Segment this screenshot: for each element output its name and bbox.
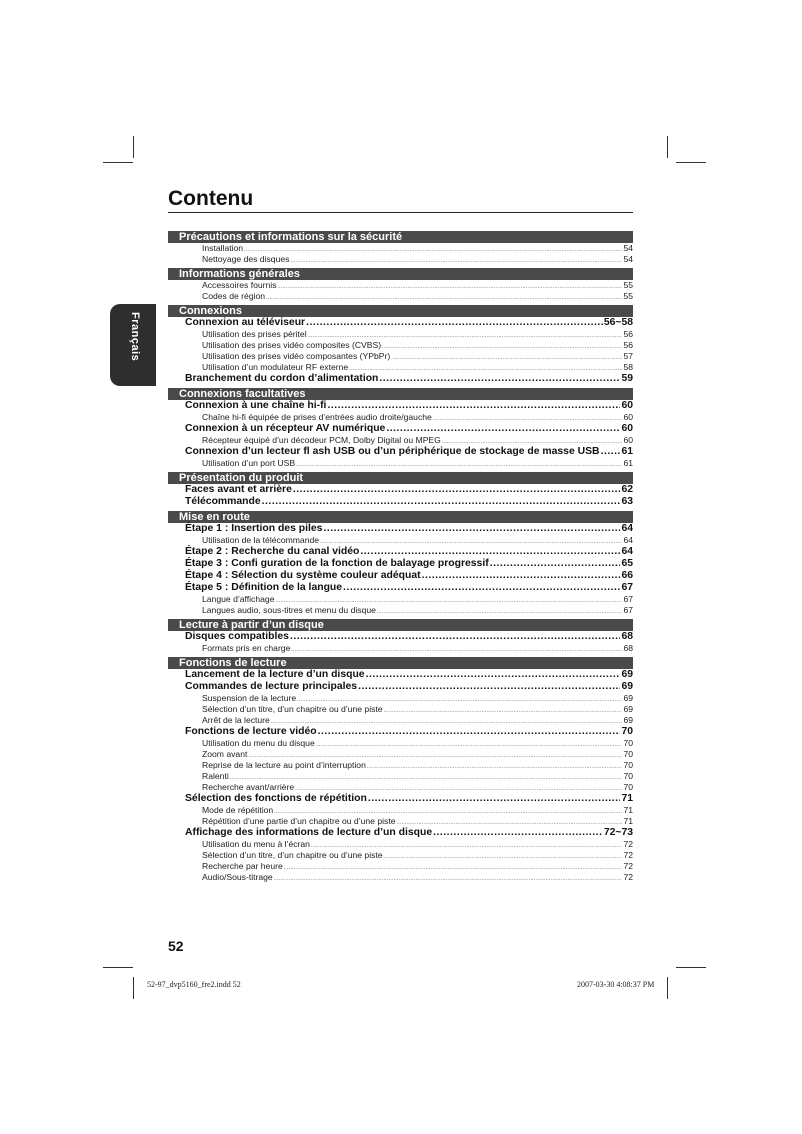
toc-subentry (168, 351, 633, 362)
entry-title: Langue d’affichage (202, 594, 275, 604)
entry-title: Suspension de la lecture (202, 693, 297, 703)
language-side-tab (110, 304, 156, 386)
toc-section (168, 511, 633, 616)
entry-page: 65 (621, 558, 633, 569)
dot-leader (601, 446, 621, 458)
toc-subentry (168, 782, 633, 793)
entry-title: Reprise de la lecture au point d’interruption (202, 760, 366, 770)
dot-leader (343, 582, 620, 594)
toc-subentry (168, 693, 633, 704)
toc-entry (168, 423, 633, 435)
dot-leader (266, 293, 622, 304)
section-heading: Présentation du produit (168, 472, 633, 484)
entry-title: Installation (202, 243, 244, 253)
dot-leader (384, 706, 623, 717)
entry-page: 56 (623, 340, 633, 350)
entry-page: 56~58 (603, 317, 633, 328)
toc-subentry (168, 291, 633, 302)
dot-leader (278, 282, 623, 293)
toc-subentry (168, 749, 633, 760)
entry-page: 60 (621, 400, 633, 411)
entry-page: 59 (621, 373, 633, 384)
dot-leader (290, 631, 621, 643)
entry-page: 61 (621, 446, 633, 457)
entry-title: Récepteur équipé d’un décodeur PCM, Dolby Digital ou MPEG (202, 435, 441, 445)
footer-timestamp: 2007-03-30 4:08:37 PM (577, 980, 655, 989)
entry-page: 71 (623, 805, 633, 815)
entry-page: 69 (623, 704, 633, 714)
toc-entry (168, 400, 633, 412)
entry-page: 60 (623, 435, 633, 445)
entry-page: 58 (623, 362, 633, 372)
dot-leader (367, 762, 623, 773)
toc-subentry (168, 254, 633, 265)
dot-leader (422, 570, 621, 582)
entry-title: Étape 4 : Sélection du système couleur adéquat (185, 570, 421, 581)
page-number: 52 (168, 938, 184, 954)
entry-title: Disques compatibles (185, 631, 289, 642)
crop-mark (676, 162, 706, 163)
entry-page: 72 (623, 839, 633, 849)
dot-leader (490, 558, 621, 570)
entry-title: Faces avant et arrière (185, 484, 292, 495)
entry-title: Utilisation de la télécommande (202, 535, 320, 545)
dot-leader (316, 740, 623, 751)
entry-page: 55 (623, 291, 633, 301)
title-rule (168, 212, 633, 213)
entry-page: 68 (621, 631, 633, 642)
entry-page: 70 (623, 738, 633, 748)
entry-title: Utilisation des prises vidéo composites (CVBS) (202, 340, 382, 350)
toc-section (168, 472, 633, 508)
entry-page: 54 (623, 243, 633, 253)
entry-title: Ralenti (202, 771, 229, 781)
entry-page: 70 (621, 726, 633, 737)
entry-page: 71 (623, 816, 633, 826)
entry-title: Langues audio, sous-titres et menu du disque (202, 605, 376, 615)
entry-title: Chaîne hi-fi équipée de prises d’entrées audio droite/gauche (202, 412, 432, 422)
entry-page: 69 (621, 669, 633, 680)
entry-title: Répétition d’une partie d’un chapitre ou d’une piste (202, 816, 396, 826)
entry-title: Arrêt de la lecture (202, 715, 270, 725)
toc-subentry (168, 605, 633, 616)
toc-entry (168, 793, 633, 805)
entry-page: 64 (621, 546, 633, 557)
dot-leader (291, 645, 622, 656)
toc-subentry (168, 771, 633, 782)
entry-page: 70 (623, 760, 633, 770)
table-of-contents (168, 231, 633, 886)
entry-page: 67 (623, 594, 633, 604)
toc-subentry (168, 715, 633, 726)
crop-mark (667, 136, 668, 158)
dot-leader (366, 669, 621, 681)
entry-page: 71 (621, 793, 633, 804)
toc-subentry (168, 435, 633, 446)
entry-title: Recherche avant/arrière (202, 782, 295, 792)
section-heading: Informations générales (168, 268, 633, 280)
dot-leader (384, 852, 623, 863)
entry-title: Affichage des informations de lecture d’un disque (185, 827, 433, 838)
entry-title: Utilisation du menu à l’écran (202, 839, 310, 849)
section-heading: Connexions facultatives (168, 388, 633, 400)
toc-subentry (168, 839, 633, 850)
toc-subentry (168, 850, 633, 861)
entry-page: 63 (621, 496, 633, 507)
entry-page: 69 (623, 693, 633, 703)
toc-subentry (168, 816, 633, 827)
toc-entry (168, 827, 633, 839)
entry-page: 64 (623, 535, 633, 545)
entry-page: 67 (623, 605, 633, 615)
toc-entry (168, 523, 633, 535)
dot-leader (386, 423, 620, 435)
entry-page: 61 (623, 458, 633, 468)
entry-title: Étape 5 : Définition de la langue (185, 582, 343, 593)
entry-title: Sélection des fonctions de répétition (185, 793, 367, 804)
crop-mark (133, 136, 134, 158)
toc-section (168, 231, 633, 265)
entry-title: Formats pris en charge (202, 643, 291, 653)
dot-leader (244, 245, 622, 256)
toc-subentry (168, 280, 633, 291)
toc-section (168, 657, 633, 883)
toc-entry (168, 570, 633, 582)
toc-subentry (168, 412, 633, 423)
entry-page: 57 (623, 351, 633, 361)
entry-title: Audio/Sous-titrage (202, 872, 273, 882)
section-heading: Fonctions de lecture (168, 657, 633, 669)
entry-page: 68 (623, 643, 633, 653)
entry-page: 67 (621, 582, 633, 593)
entry-title: Utilisation d’un port USB (202, 458, 296, 468)
entry-page: 69 (621, 681, 633, 692)
entry-title: Commandes de lecture principales (185, 681, 358, 692)
toc-subentry (168, 861, 633, 872)
toc-entry (168, 546, 633, 558)
entry-title: Utilisation des prises péritel (202, 329, 307, 339)
entry-title: Accessoires fournis (202, 280, 277, 290)
page-title: Contenu (168, 187, 254, 210)
toc-subentry (168, 704, 633, 715)
entry-page: 56 (623, 329, 633, 339)
dot-leader (290, 256, 622, 267)
entry-page: 70 (623, 749, 633, 759)
toc-subentry (168, 535, 633, 546)
entry-page: 60 (623, 412, 633, 422)
language-label: Français (129, 312, 141, 362)
crop-mark (667, 977, 668, 999)
toc-section (168, 619, 633, 654)
dot-leader (262, 496, 621, 508)
toc-subentry (168, 594, 633, 605)
toc-section (168, 305, 633, 385)
dot-leader (296, 460, 622, 471)
entry-title: Utilisation d’un modulateur RF externe (202, 362, 349, 372)
entry-title: Mode de répétition (202, 805, 274, 815)
toc-subentry (168, 872, 633, 883)
dot-leader (360, 546, 620, 558)
dot-leader (306, 317, 603, 329)
entry-page: 55 (623, 280, 633, 290)
entry-title: Lancement de la lecture d’un disque (185, 669, 365, 680)
crop-mark (133, 977, 134, 999)
entry-title: Zoom avant (202, 749, 248, 759)
dot-leader (274, 874, 623, 885)
dot-leader (293, 484, 621, 496)
entry-page: 72 (623, 861, 633, 871)
entry-title: Recherche par heure (202, 861, 283, 871)
entry-page: 72 (623, 850, 633, 860)
toc-entry (168, 582, 633, 594)
entry-page: 70 (623, 771, 633, 781)
entry-page: 60 (621, 423, 633, 434)
entry-title: Codes de région (202, 291, 266, 301)
toc-entry (168, 446, 633, 458)
toc-section (168, 268, 633, 302)
toc-section (168, 388, 633, 469)
section-heading: Précautions et informations sur la sécurité (168, 231, 633, 243)
entry-title: Branchement du cordon d’alimentation (185, 373, 379, 384)
toc-subentry (168, 760, 633, 771)
toc-entry (168, 726, 633, 738)
dot-leader (284, 863, 623, 874)
dot-leader (358, 681, 620, 693)
toc-entry (168, 373, 633, 385)
dot-leader (382, 342, 622, 353)
toc-subentry (168, 340, 633, 351)
crop-mark (103, 967, 133, 968)
entry-title: Connexion à un récepteur AV numérique (185, 423, 386, 434)
toc-entry (168, 631, 633, 643)
dot-leader (318, 726, 621, 738)
toc-subentry (168, 643, 633, 654)
entry-page: 54 (623, 254, 633, 264)
dot-leader (433, 827, 603, 839)
entry-title: Sélection d’un titre, d’un chapitre ou d’une piste (202, 704, 383, 714)
entry-title: Connexion au téléviseur (185, 317, 306, 328)
entry-title: Utilisation du menu du disque (202, 738, 315, 748)
toc-entry (168, 669, 633, 681)
entry-page: 72~73 (603, 827, 633, 838)
dot-leader (323, 523, 620, 535)
entry-page: 66 (621, 570, 633, 581)
entry-title: Nettoyage des disques (202, 254, 290, 264)
entry-page: 64 (621, 523, 633, 534)
section-heading: Mise en route (168, 511, 633, 523)
entry-title: Utilisation des prises vidéo composantes (YPbPr) (202, 351, 391, 361)
toc-subentry (168, 362, 633, 373)
toc-entry (168, 484, 633, 496)
entry-title: Étape 1 : Insertion des piles (185, 523, 323, 534)
dot-leader (377, 607, 623, 618)
toc-entry (168, 496, 633, 508)
toc-subentry (168, 329, 633, 340)
footer-file-info: 52-97_dvp5160_fre2.indd 52 (147, 980, 241, 989)
entry-title: Sélection d’un titre, d’un chapitre ou d’une piste (202, 850, 383, 860)
crop-mark (103, 162, 133, 163)
entry-title: Connexion d’un lecteur fl ash USB ou d’un périphérique de stockage de masse USB (185, 446, 600, 457)
entry-page: 62 (621, 484, 633, 495)
crop-mark (676, 967, 706, 968)
toc-subentry (168, 738, 633, 749)
toc-subentry (168, 805, 633, 816)
toc-subentry (168, 458, 633, 469)
dot-leader (379, 373, 620, 385)
section-heading: Connexions (168, 305, 633, 317)
section-heading: Lecture à partir d’un disque (168, 619, 633, 631)
entry-page: 72 (623, 872, 633, 882)
dot-leader (391, 353, 622, 364)
toc-subentry (168, 243, 633, 254)
entry-title: Télécommande (185, 496, 261, 507)
entry-title: Fonctions de lecture vidéo (185, 726, 317, 737)
entry-page: 70 (623, 782, 633, 792)
entry-page: 69 (623, 715, 633, 725)
entry-title: Connexion à une chaîne hi-fi (185, 400, 327, 411)
dot-leader (327, 400, 620, 412)
entry-title: Étape 3 : Confi guration de la fonction de balayage progressif (185, 558, 489, 569)
toc-entry (168, 317, 633, 329)
toc-entry (168, 681, 633, 693)
toc-entry (168, 558, 633, 570)
dot-leader (368, 793, 621, 805)
entry-title: Étape 2 : Recherche du canal vidéo (185, 546, 360, 557)
